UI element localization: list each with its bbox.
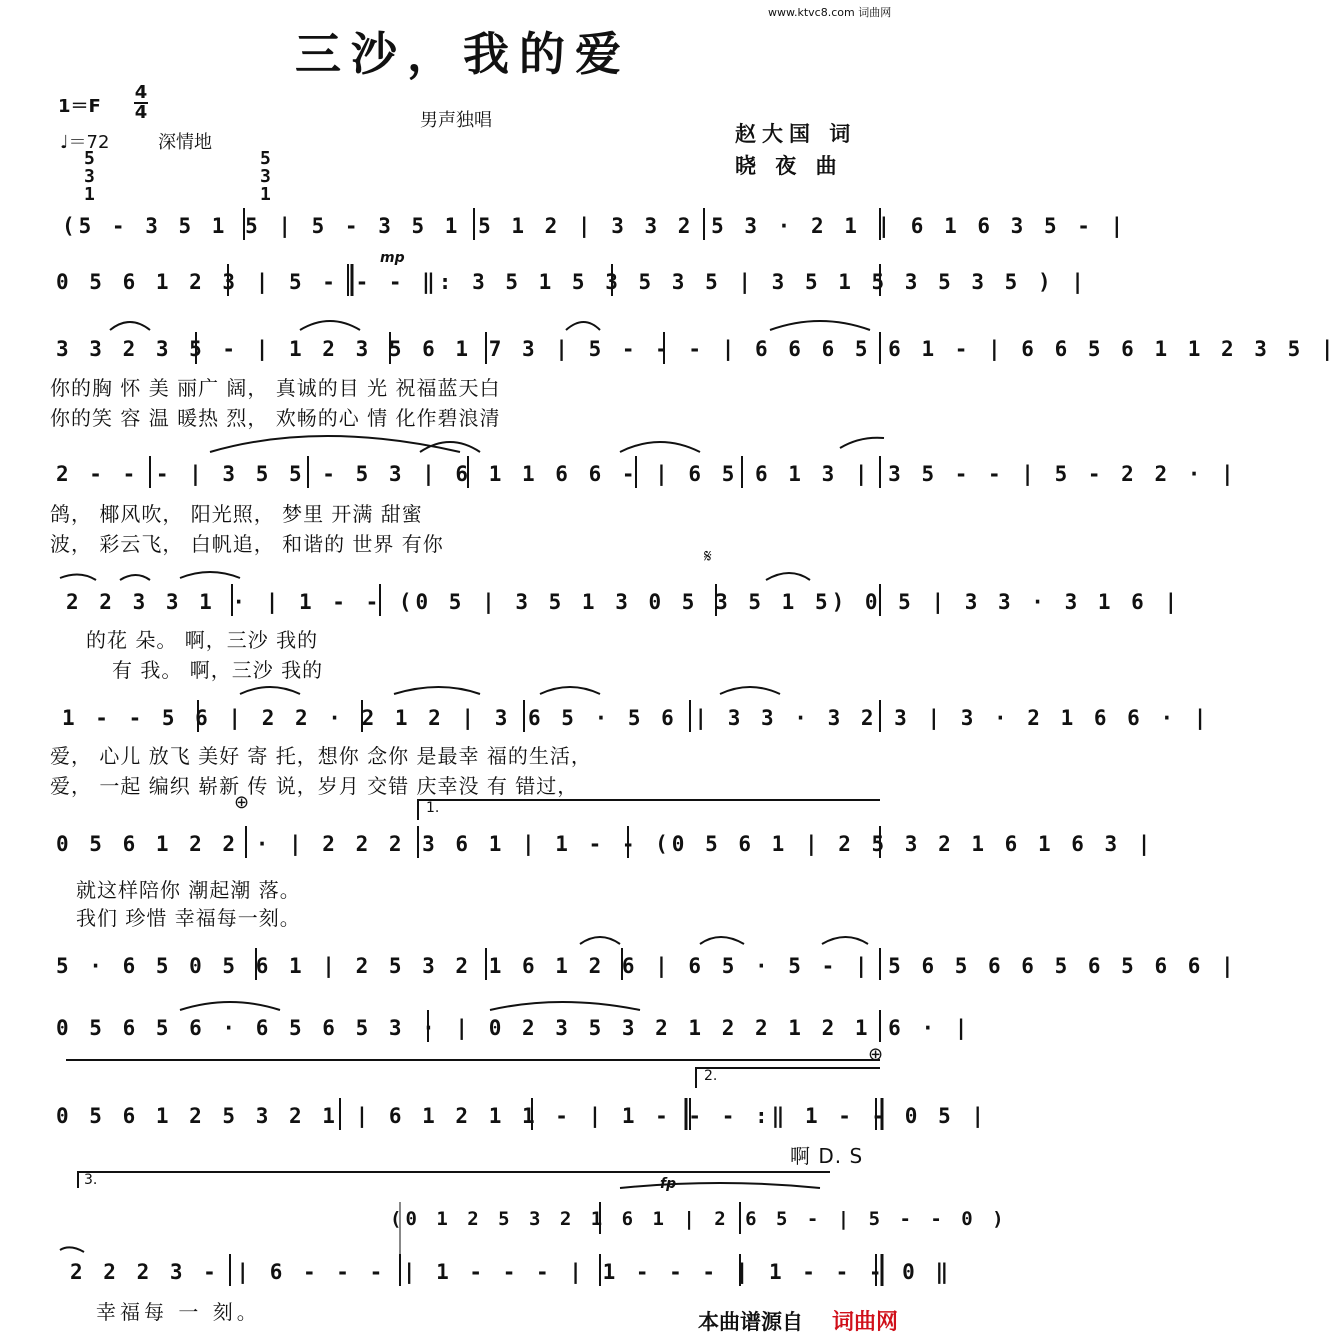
lyric-verse-1: 鸽， 椰风吹， 阳光照， 梦里 开满 甜蜜 <box>50 502 423 526</box>
lyric-final: 幸福每 一 刻。 <box>96 1300 261 1324</box>
performance-type: 男声独唱 <box>420 110 492 131</box>
chord-note: 5 <box>260 148 275 169</box>
key-signature: 1＝F <box>58 96 101 117</box>
time-signature-top: 4 <box>134 82 148 103</box>
notation-line-4: 2 - - - | 3 5 5 - 5 3 | 6 1 1 6 6 - | 6 5 6 1 3 | 3 5 - - | 5 - 2 2 · | <box>56 462 1238 486</box>
arpeggio-chord <box>84 150 99 204</box>
notation-line-8: 5 · 6 5 0 5 6 1 | 2 5 3 2 1 6 1 2 6 | 6 5 · 5 - | 5 6 5 6 6 5 6 5 6 6 | <box>56 954 1238 978</box>
chord-note: 3 <box>260 166 275 187</box>
notation-upper-line: (0 1 2 5 3 2 1 6 1 | 2 6 5 - | 5 - - 0 ) <box>390 1208 1008 1230</box>
footer-source: 本曲谱源自 <box>698 1310 803 1334</box>
time-signature <box>134 84 148 122</box>
website-watermark: www.ktvc8.com 词曲网 <box>768 6 892 19</box>
notation-line-9: 0 5 6 5 6 · 6 5 6 5 3 · | 0 2 3 5 3 2 1 2 2 1 2 1 6 · | <box>56 1016 972 1040</box>
lyric-verse-2: 爱， 一起 编织 崭新 传 说，岁月 交错 庆幸没 有 错过， <box>50 774 579 798</box>
coda-sign: ⊕ <box>234 792 250 813</box>
lyric-verse-2: 波， 彩云飞， 白帆追， 和谐的 世界 有你 <box>50 532 444 556</box>
lyricist-credit: 赵大国 词 <box>735 122 857 146</box>
chord-note: 5 <box>84 148 99 169</box>
segno-sign: 𝄋 <box>704 546 712 567</box>
lyric-verse-1: 你的胸 怀 美 丽广 阔， 真诚的目 光 祝福蓝天白 <box>50 376 501 400</box>
page-title: 三沙，我的爱 <box>295 27 631 81</box>
lyric-verse-2: 你的笑 容 温 暖热 烈， 欢畅的心 情 化作碧浪清 <box>50 406 501 430</box>
notation-line-5: 2 2 3 3 1 · | 1 - - (0 5 | 3 5 1 3 0 5 3 5 1 5) 0 5 | 3 3 · 3 1 6 | <box>66 590 1182 614</box>
lyric-verse-1: 的花 朵。 啊，三沙 我的 <box>86 628 319 652</box>
chord-note: 1 <box>260 184 275 205</box>
dynamic-mp: mp <box>380 250 405 266</box>
notation-line-7: 0 5 6 1 2 2 · | 2 2 2 3 6 1 | 1 - - (0 5 6 1 | 2 5 3 2 1 6 1 6 3 | <box>56 832 1155 856</box>
chord-note: 3 <box>84 166 99 187</box>
lyric-verse-1: 就这样陪你 潮起潮 落。 <box>76 878 301 902</box>
notation-line-2: 0 5 6 1 2 3 | 5 - - - ‖: 3 5 1 5 3 5 3 5 | 3 5 1 5 3 5 3 5 ) | <box>56 270 1088 294</box>
volta-2-label: 2. <box>704 1068 718 1084</box>
lyric-verse-2: 我们 珍惜 幸福每一刻。 <box>76 906 301 930</box>
volta-3-label: 3. <box>84 1172 98 1188</box>
notation-line-1: (5 - 3 5 1 5 | 5 - 3 5 1 5 1 2 | 3 3 2 5 3 · 2 1 | 6 1 6 3 5 - | <box>62 214 1128 238</box>
arpeggio-chord <box>260 150 275 204</box>
volta-1-label: 1. <box>426 800 440 816</box>
expression-marking: 深情地 <box>158 132 212 153</box>
notation-line-11: 2 2 2 3 - | 6 - - - | 1 - - - | 1 - - - | 1 - - - 0 ‖ <box>70 1260 953 1284</box>
composer-credit: 晓 夜 曲 <box>735 154 843 178</box>
lyric-verse-1: 爱， 心儿 放飞 美好 寄 托，想你 念你 是最幸 福的生活， <box>50 744 592 768</box>
coda-sign: ⊕ <box>868 1044 884 1065</box>
ds-instruction: 啊 D. S <box>790 1144 864 1168</box>
notation-line-10: 0 5 6 1 2 5 3 2 1 | 6 1 2 1 1 - | 1 - - - :‖ 1 - - 0 5 | <box>56 1104 989 1128</box>
notation-line-6: 1 - - 5 6 | 2 2 · 2 1 2 | 3 6 5 · 5 6 | 3 3 · 3 2 3 | 3 · 2 1 6 6 · | <box>62 706 1211 730</box>
footer-site-logo[interactable]: 词曲网 <box>832 1310 899 1335</box>
notation-line-3: 3 3 2 3 5 - | 1 2 3 5 6 1 7 3 | 5 - - - | 6 6 6 5 6 1 - | 6 6 5 6 1 1 2 3 5 | <box>56 337 1338 361</box>
chord-note: 1 <box>84 184 99 205</box>
lyric-verse-2: 有 我。 啊，三沙 我的 <box>112 658 324 682</box>
time-signature-bottom: 4 <box>134 102 148 123</box>
tempo-marking: ♩＝72 <box>60 132 110 153</box>
dynamic-fp: fp <box>660 1176 677 1192</box>
